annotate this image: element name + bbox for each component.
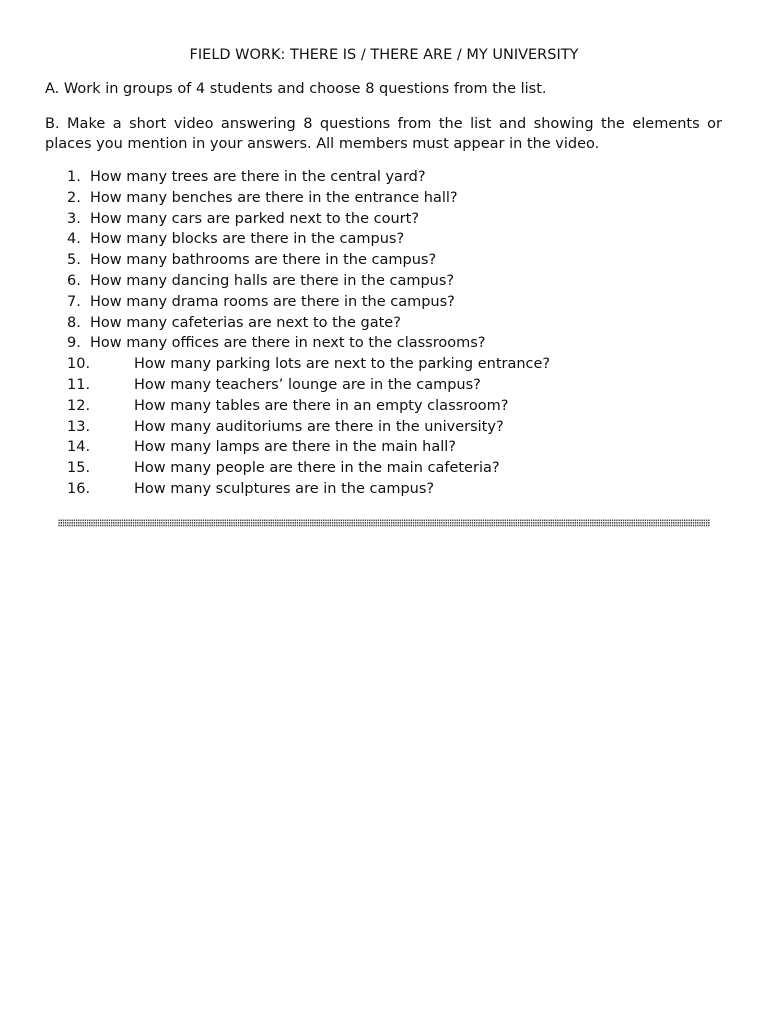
question-text: How many drama rooms are there in the campus? bbox=[90, 293, 455, 310]
question-text: How many benches are there in the entrance hall? bbox=[90, 189, 458, 206]
question-text: How many lamps are there in the main hall? bbox=[134, 439, 456, 456]
question-text: How many bathrooms are there in the campus? bbox=[90, 252, 437, 269]
question-item bbox=[0, 314, 768, 335]
question-item bbox=[0, 189, 768, 210]
question-item bbox=[0, 251, 768, 272]
question-text: How many trees are there in the central yard? bbox=[90, 169, 426, 185]
question-item bbox=[0, 480, 768, 501]
document-title: FIELD WORK: THERE IS / THERE ARE / MY UNIVERSITY bbox=[189, 47, 579, 63]
question-item bbox=[0, 230, 768, 251]
question-number: 1. bbox=[67, 169, 81, 185]
instruction-a: A. Work in groups of 4 students and choose 8 questions from the list. bbox=[45, 81, 547, 97]
question-text: How many people are there in the main cafeteria? bbox=[134, 460, 500, 477]
question-item bbox=[0, 210, 768, 231]
question-text: How many tables are there in an empty classroom? bbox=[134, 397, 509, 414]
question-number: 15. bbox=[67, 460, 91, 477]
question-text: How many auditoriums are there in the university? bbox=[134, 418, 504, 435]
dotted-divider bbox=[58, 519, 710, 527]
question-item bbox=[0, 355, 768, 376]
question-number: 16. bbox=[67, 480, 91, 497]
question-number: 5. bbox=[67, 252, 81, 269]
question-item bbox=[0, 376, 768, 397]
question-text: How many dancing halls are there in the campus? bbox=[90, 272, 455, 289]
question-text: How many cafeterias are next to the gate? bbox=[90, 314, 401, 331]
question-number: 3. bbox=[67, 210, 81, 227]
question-item bbox=[0, 397, 768, 418]
question-text: How many teachers’ lounge are in the campus? bbox=[134, 376, 481, 393]
question-number: 4. bbox=[67, 231, 81, 248]
question-item bbox=[0, 293, 768, 314]
question-list bbox=[0, 168, 768, 501]
question-number: 10. bbox=[67, 356, 91, 373]
question-text: How many sculptures are in the campus? bbox=[134, 480, 435, 497]
question-text: How many blocks are there in the campus? bbox=[90, 231, 405, 248]
question-number: 12. bbox=[67, 397, 91, 414]
question-item bbox=[0, 168, 768, 189]
question-number: 7. bbox=[67, 293, 81, 310]
instruction-b: B. Make a short video answering 8 questions from the list and showing the elements or places you mention in your answers. All members must appear in the video. bbox=[45, 116, 722, 152]
question-item bbox=[0, 334, 768, 355]
question-item bbox=[0, 438, 768, 459]
question-number: 6. bbox=[67, 272, 81, 289]
question-number: 13. bbox=[67, 418, 91, 435]
question-item bbox=[0, 272, 768, 293]
question-number: 2. bbox=[67, 189, 81, 206]
question-item bbox=[0, 459, 768, 480]
question-item bbox=[0, 418, 768, 439]
question-text: How many cars are parked next to the court? bbox=[90, 210, 420, 227]
question-number: 11. bbox=[67, 376, 91, 393]
question-number: 8. bbox=[67, 314, 81, 331]
question-number: 9. bbox=[67, 335, 81, 352]
question-text: How many offices are there in next to the classrooms? bbox=[90, 335, 486, 352]
question-number: 14. bbox=[67, 439, 91, 456]
question-text: How many parking lots are next to the parking entrance? bbox=[134, 356, 551, 373]
